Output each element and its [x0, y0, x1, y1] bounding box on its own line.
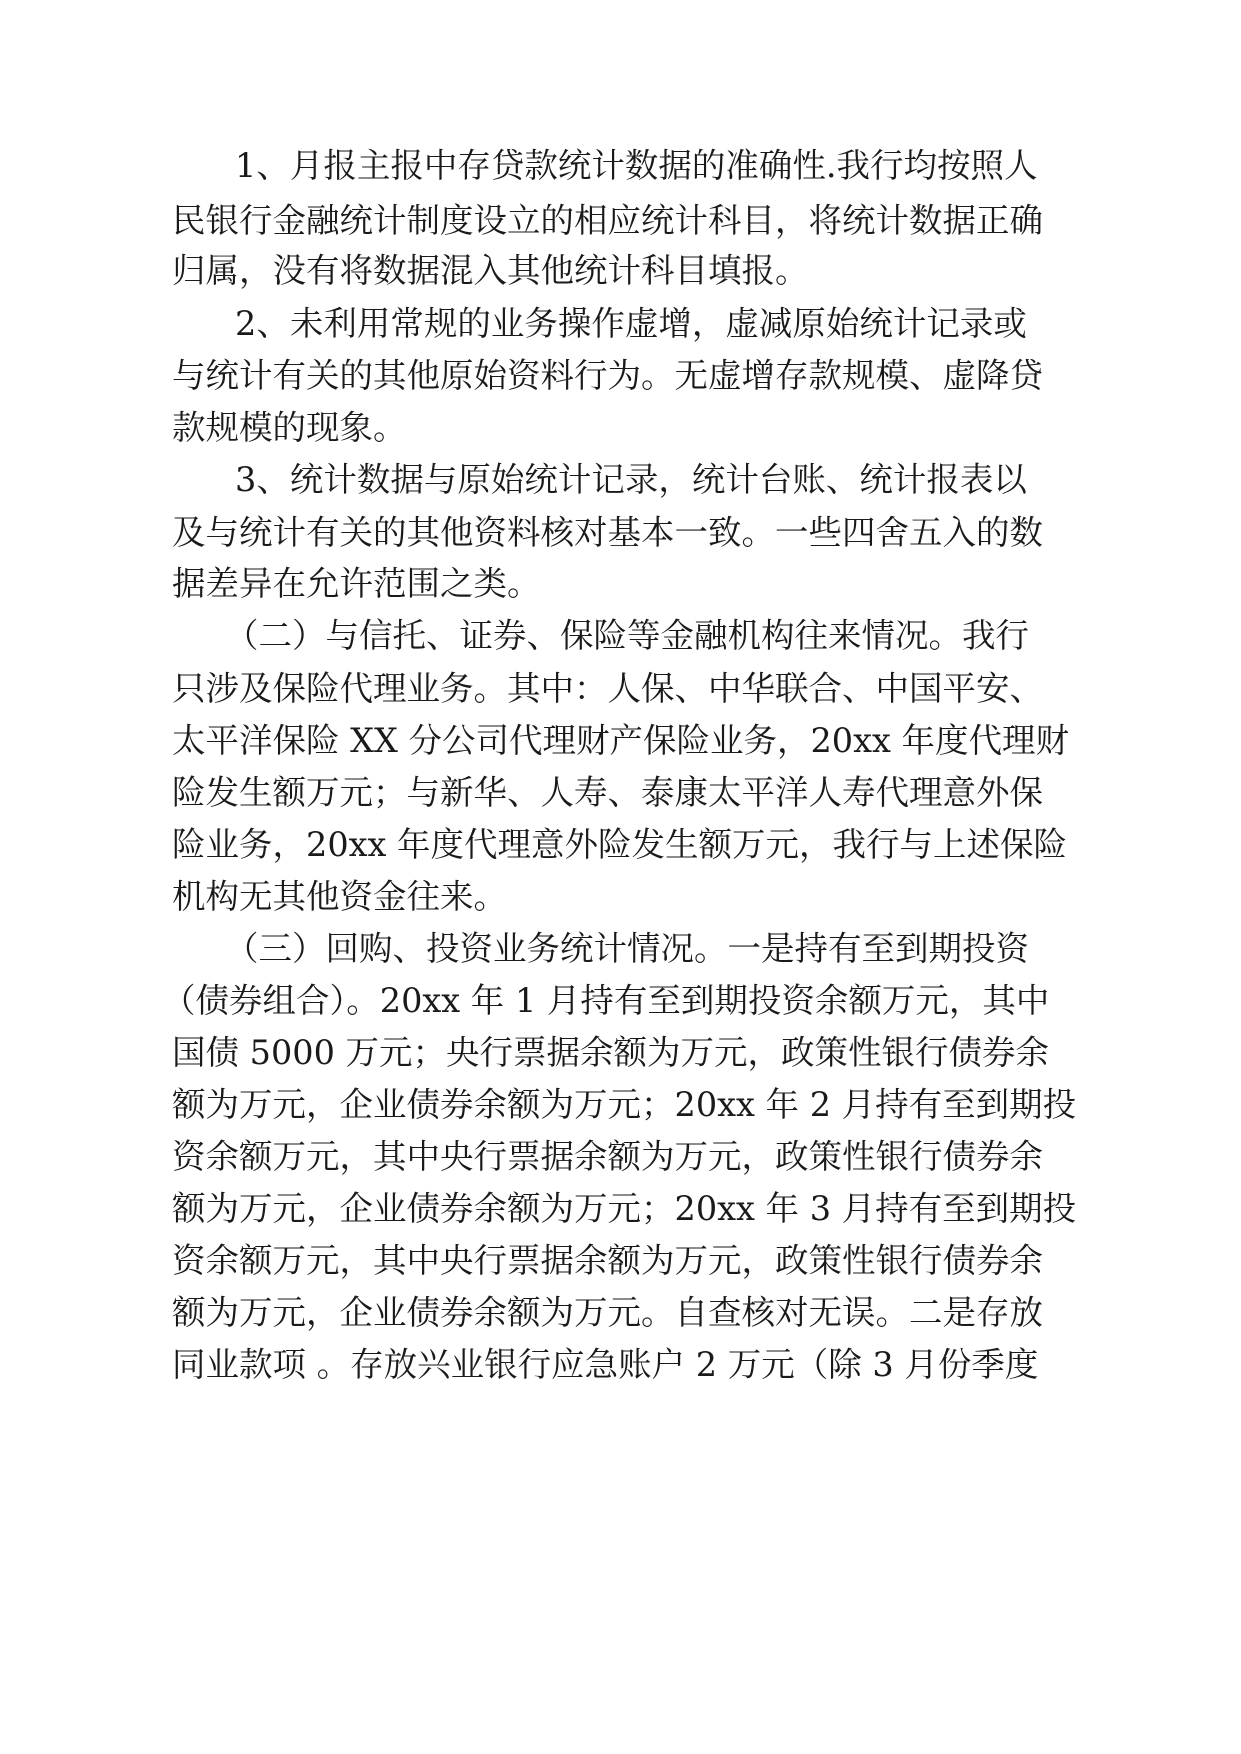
line-text: 归属，没有将数据混入其他统计科目填报。 [172, 251, 809, 290]
line-text: 资余额万元，其中央行票据余额为万元，政策性银行债券余 [172, 1137, 1043, 1176]
text-line [0, 869, 1241, 925]
line-text: 据差异在允许范围之类。 [172, 564, 541, 603]
line-text: 机构无其他资金往来。 [172, 877, 507, 916]
line-text: 2、未利用常规的业务操作虚增，虚减原始统计记录或 [235, 304, 1027, 343]
line-text: 1、月报主报中存贷款统计数据的准确性.我行均按照人 [235, 146, 1038, 185]
line-text: （债券组合）。20xx 年 1 月持有至到期投资余额万元，其中 [162, 981, 1050, 1020]
text-line [0, 1129, 1241, 1185]
text-line [0, 713, 1241, 769]
text-line [0, 505, 1241, 561]
line-text: 险发生额万元；与新华、人寿、泰康太平洋人寿代理意外保 [172, 773, 1043, 812]
text-line [0, 817, 1241, 873]
text-line [0, 1181, 1241, 1237]
text-line [0, 193, 1241, 249]
text-line [0, 1285, 1241, 1341]
text-line [0, 661, 1241, 717]
text-line [0, 1233, 1241, 1289]
line-text: 同业款项 。存放兴业银行应急账户 2 万元（除 3 月份季度 [172, 1345, 1039, 1384]
line-text: 只涉及保险代理业务。其中：人保、中华联合、中国平安、 [172, 669, 1043, 708]
line-text: 额为万元，企业债券余额为万元。自查核对无误。二是存放 [172, 1293, 1043, 1332]
line-text: 额为万元，企业债券余额为万元；20xx 年 2 月持有至到期投 [172, 1085, 1077, 1124]
text-line [0, 1025, 1241, 1081]
text-line [0, 348, 1241, 404]
line-text: （三）回购、投资业务统计情况。一是持有至到期投资 [225, 929, 1029, 968]
text-line [0, 608, 1241, 664]
line-text: 与统计有关的其他原始资料行为。无虚增存款规模、虚降贷 [172, 356, 1043, 395]
line-text: （二）与信托、证券、保险等金融机构往来情况。我行 [225, 616, 1029, 655]
text-line [0, 243, 1241, 299]
text-line [0, 1077, 1241, 1133]
text-line [0, 138, 1241, 194]
text-line [0, 296, 1241, 352]
text-line [0, 400, 1241, 456]
text-line [0, 1337, 1241, 1393]
line-text: 款规模的现象。 [172, 408, 407, 447]
text-line [0, 921, 1241, 977]
line-text: 民银行金融统计制度设立的相应统计科目，将统计数据正确 [172, 201, 1043, 240]
text-line [0, 973, 1241, 1029]
text-line [0, 765, 1241, 821]
line-text: 额为万元，企业债券余额为万元；20xx 年 3 月持有至到期投 [172, 1189, 1077, 1228]
line-text: 国债 5000 万元；央行票据余额为万元，政策性银行债券余 [172, 1033, 1050, 1072]
line-text: 及与统计有关的其他资料核对基本一致。一些四舍五入的数 [172, 513, 1043, 552]
text-line [0, 452, 1241, 508]
line-text: 3、统计数据与原始统计记录，统计台账、统计报表以 [235, 460, 1027, 499]
line-text: 资余额万元，其中央行票据余额为万元，政策性银行债券余 [172, 1241, 1043, 1280]
text-line [0, 556, 1241, 612]
line-text: 险业务，20xx 年度代理意外险发生额万元，我行与上述保险 [172, 825, 1068, 864]
line-text: 太平洋保险 XX 分公司代理财产保险业务，20xx 年度代理财 [172, 721, 1070, 760]
